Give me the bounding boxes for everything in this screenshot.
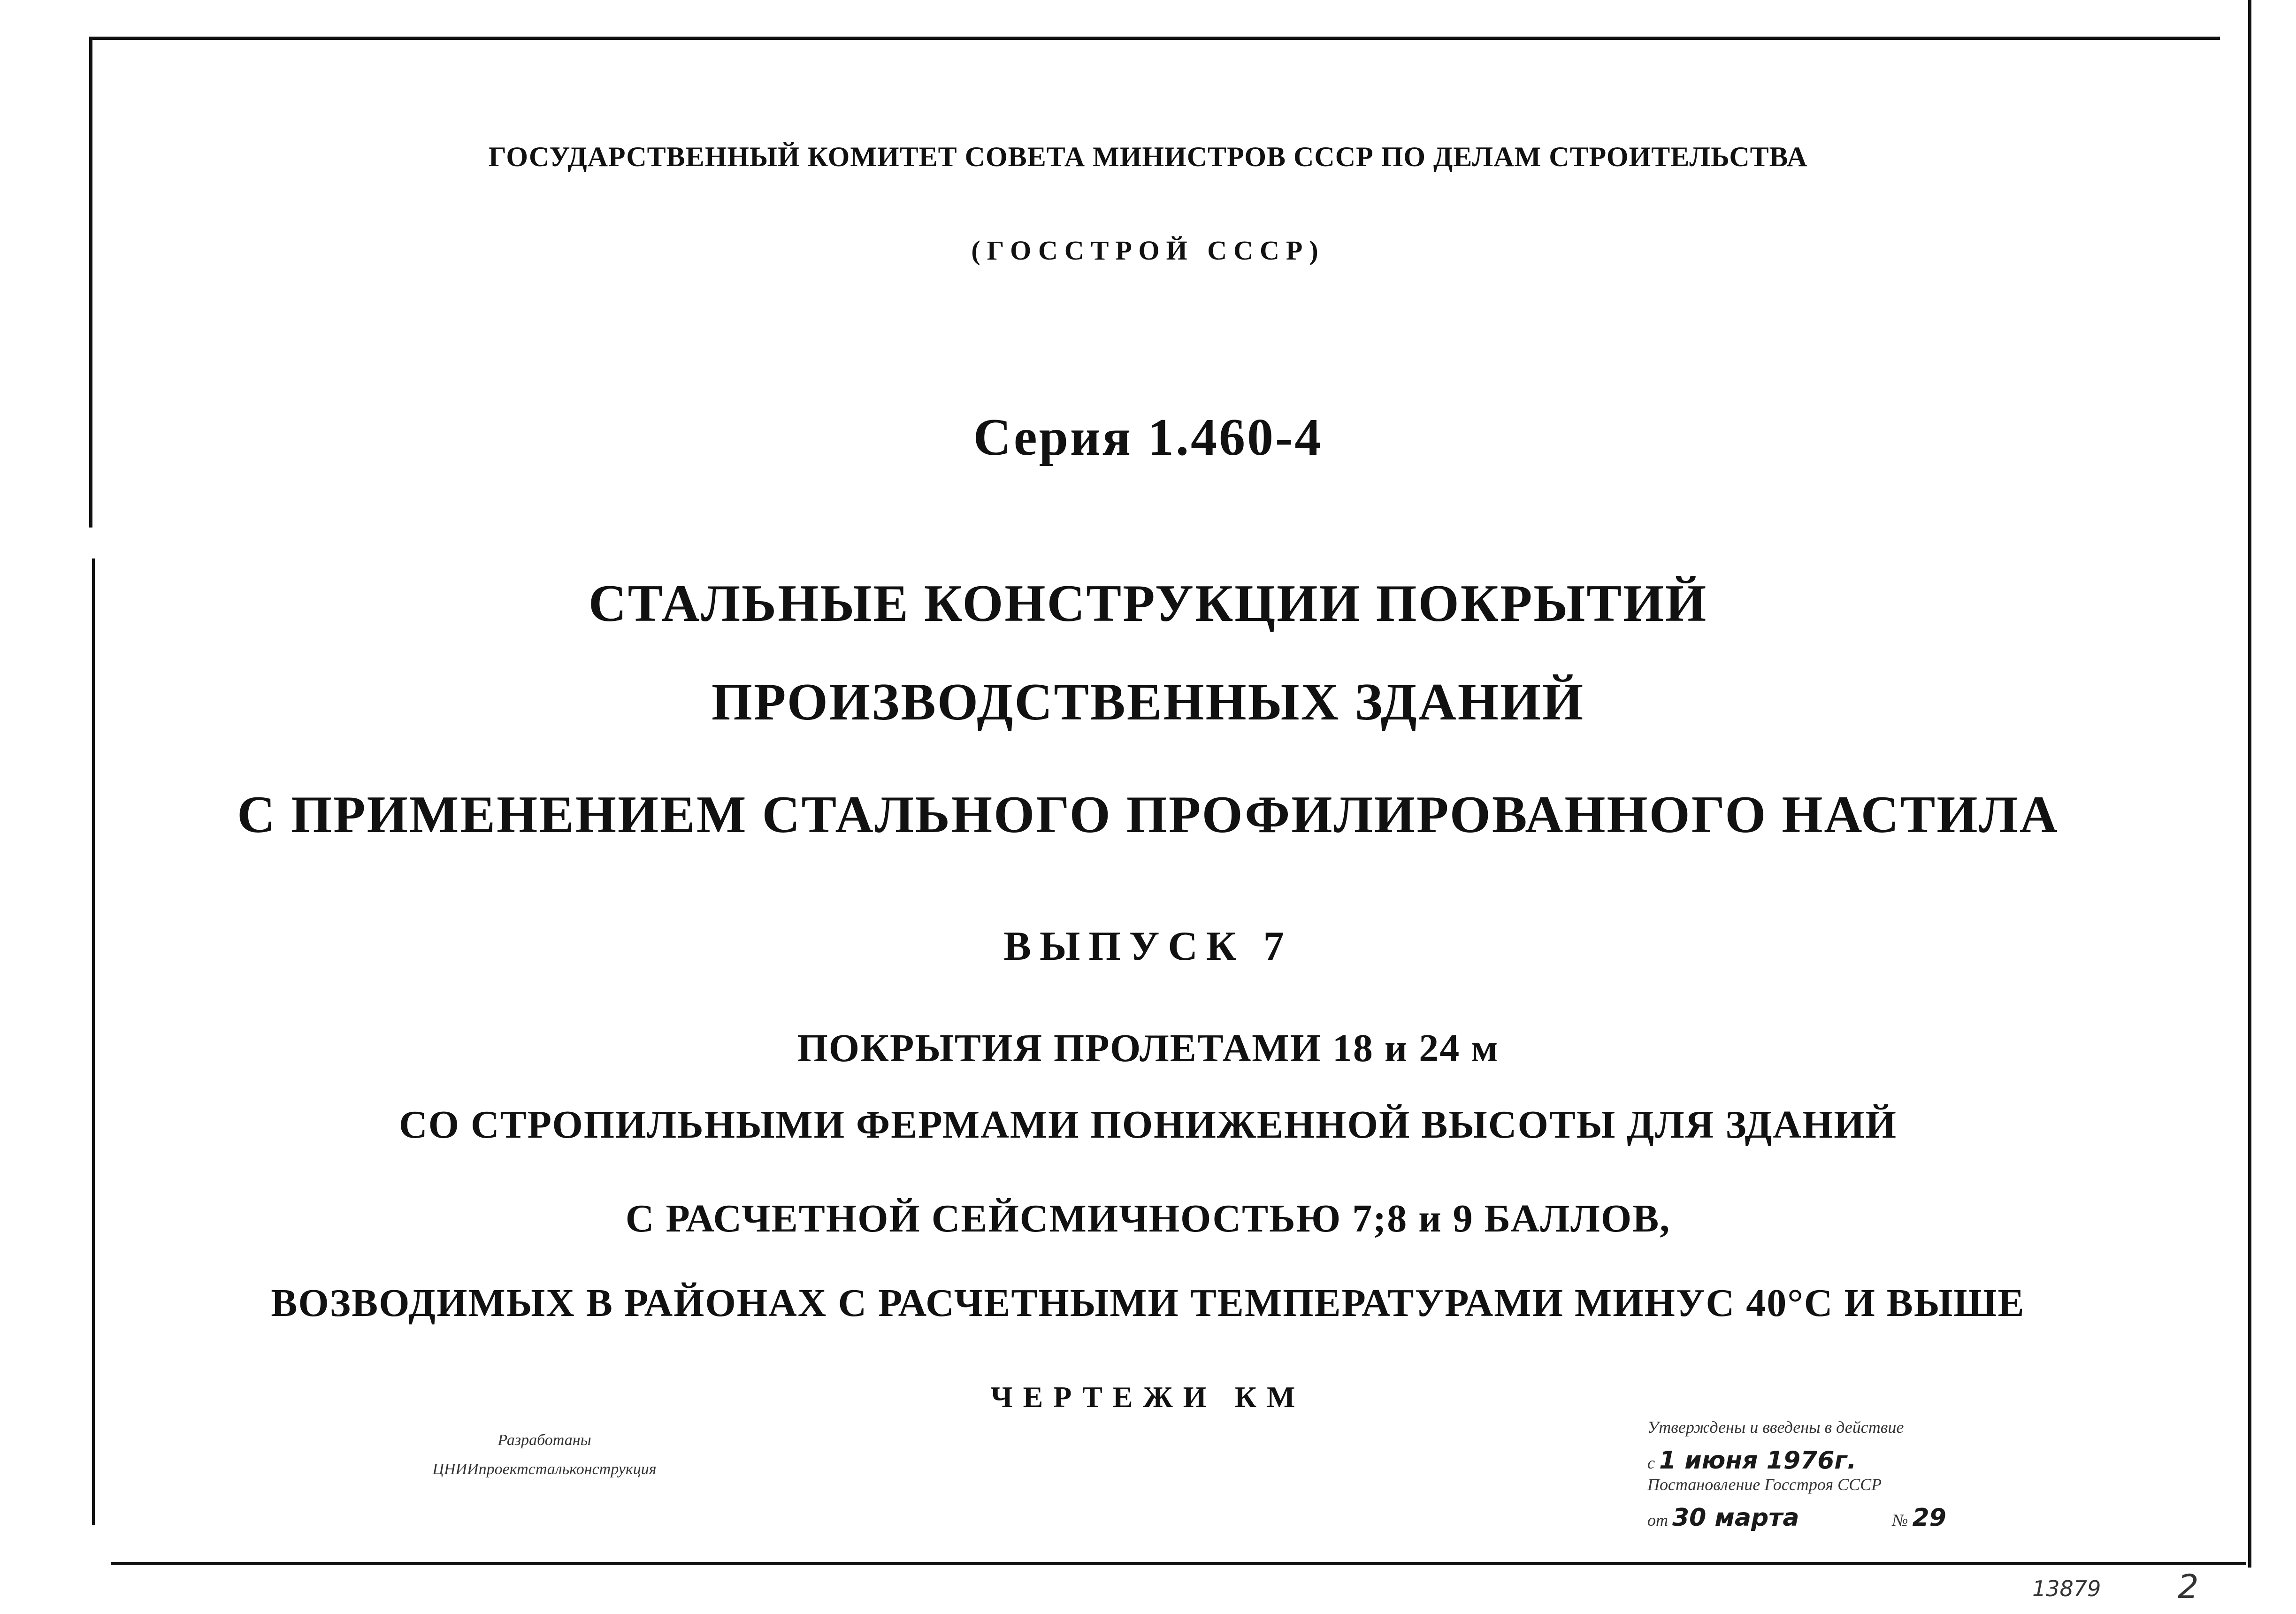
gosstroy-abbreviation: (ГОССТРОЙ СССР) (971, 235, 1325, 266)
subtitle-line-4: ВОЗВОДИМЫХ В РАЙОНАХ С РАСЧЕТНЫМИ ТЕМПЕРАТУРАМИ МИНУС 40°С И ВЫШЕ (271, 1281, 2025, 1325)
frame-bottom-line (111, 1562, 2246, 1565)
drawings-label: ЧЕРТЕЖИ КМ (990, 1380, 1306, 1414)
approval-line-1: Утверждены и введены в действие (1647, 1418, 1904, 1437)
frame-top-line (89, 37, 2220, 40)
developer-label: Разработаны (497, 1431, 591, 1449)
title-line-2: ПРОИЗВОДСТВЕННЫХ ЗДАНИЙ (711, 673, 1585, 731)
title-line-3: С ПРИМЕНЕНИЕМ СТАЛЬНОГО ПРОФИЛИРОВАННОГО НАСТИЛА (237, 786, 2059, 844)
decree-date: 30 марта (1672, 1504, 1799, 1532)
series-number: Серия 1.460-4 (973, 408, 1323, 467)
issue-number: ВЫПУСК 7 (1003, 924, 1293, 969)
decree-number: 29 (1912, 1504, 1946, 1532)
inventory-number: 13879 (2032, 1576, 2101, 1601)
approval-line-3: Постановление Госстроя СССР (1647, 1475, 1882, 1494)
subtitle-line-2: СО СТРОПИЛЬНЫМИ ФЕРМАМИ ПОНИЖЕННОЙ ВЫСОТЫ ДЛЯ ЗДАНИЙ (398, 1103, 1898, 1147)
approval-decree-line (1647, 1504, 1946, 1532)
approval-from-prefix: с (1647, 1453, 1655, 1472)
approval-date-line (1647, 1446, 1856, 1475)
developer-organization: ЦНИИпроектстальконструкция (432, 1461, 657, 1478)
committee-heading: ГОСУДАРСТВЕННЫЙ КОМИТЕТ СОВЕТА МИНИСТРОВ СССР ПО ДЕЛАМ СТРОИТЕЛЬСТВА (488, 141, 1808, 172)
decree-from-label: от (1647, 1511, 1668, 1530)
page-number: 2 (2178, 1568, 2199, 1606)
subtitle-line-1: ПОКРЫТИЯ ПРОЛЕТАМИ 18 и 24 м (797, 1026, 1499, 1070)
approval-date: 1 июня 1976г. (1659, 1446, 1857, 1475)
title-line-1: СТАЛЬНЫЕ КОНСТРУКЦИИ ПОКРЫТИЙ (588, 574, 1708, 633)
subtitle-line-3: С РАСЧЕТНОЙ СЕЙСМИЧНОСТЬЮ 7;8 и 9 БАЛЛОВ, (625, 1197, 1671, 1240)
decree-number-label: № (1892, 1511, 1908, 1530)
